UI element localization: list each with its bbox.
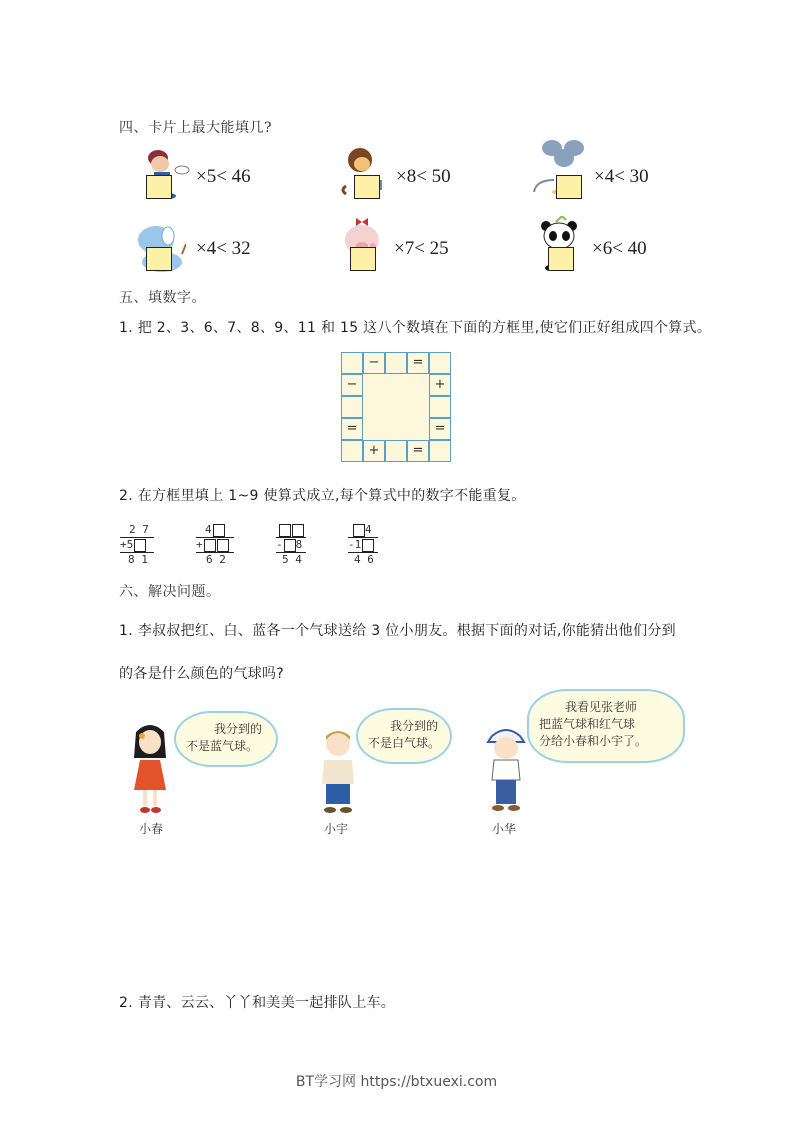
grid-cell[interactable] [385, 352, 407, 374]
digit-box[interactable] [292, 524, 304, 537]
expression: ×8< 50 [396, 166, 451, 187]
grid-operator-minus: − [341, 374, 363, 396]
grid-cell[interactable] [385, 440, 407, 462]
digit-box[interactable] [213, 524, 225, 537]
vertical-calc-3: - 8 5 4 [276, 523, 306, 567]
digit-box[interactable] [134, 539, 146, 552]
card-problem-6 [538, 216, 668, 272]
answer-box[interactable] [548, 247, 574, 271]
grid-operator-minus: − [363, 352, 385, 374]
speech-line: 我看见张老师 [565, 700, 638, 714]
grid-cell[interactable] [341, 440, 363, 462]
answer-box[interactable] [354, 175, 380, 199]
grid-operator-plus: + [429, 374, 451, 396]
grid-operator-equals: = [407, 352, 429, 374]
answer-box[interactable] [350, 247, 376, 271]
grid-cell[interactable] [429, 352, 451, 374]
speech-line: 我分到的 [214, 722, 263, 736]
speech-line: 分给小春和小宇了。 [539, 734, 648, 748]
grid-operator-equals: = [407, 440, 429, 462]
number-frame-grid [341, 352, 451, 462]
speech-bubble-xiaochun [174, 711, 278, 767]
grid-cell[interactable] [341, 352, 363, 374]
question-6-2: 2. 青青、云云、丫丫和美美一起排队上车。 [119, 995, 396, 1011]
question-6-1-line2: 的各是什么颜色的气球吗? [119, 666, 285, 682]
vertical-calc-2: 4 + 6 2 [196, 523, 234, 567]
footer-watermark: BT学习网 https://btxuexi.com [295, 1074, 498, 1090]
expression: ×7< 25 [394, 238, 449, 259]
boy-character-icon [312, 728, 360, 818]
speech-line: 把蓝气球和红气球 [539, 717, 636, 731]
card-problem-3 [530, 140, 670, 196]
digit-box[interactable] [353, 524, 365, 537]
card-problem-5 [340, 218, 470, 274]
expression: ×6< 40 [592, 238, 647, 259]
vertical-calc-4: 4 -1 4 6 [348, 523, 378, 567]
grid-operator-plus: + [363, 440, 385, 462]
expression: ×5< 46 [196, 166, 251, 187]
grid-cell[interactable] [429, 396, 451, 418]
card-problem-1 [140, 146, 270, 202]
girl-character-icon [130, 722, 176, 818]
answer-box[interactable] [556, 175, 582, 199]
digit-box[interactable] [362, 539, 374, 552]
digit-box[interactable] [217, 539, 229, 552]
digit-box[interactable] [279, 524, 291, 537]
section5-heading: 五、填数字。 [119, 290, 206, 306]
grid-cell[interactable] [341, 396, 363, 418]
character-name: 小华 [492, 822, 517, 836]
speech-line: 不是蓝气球。 [186, 739, 259, 753]
vertical-calc-1: 2 7 +5 8 1 [120, 523, 154, 567]
expression: ×4< 30 [594, 166, 649, 187]
grid-cell[interactable] [429, 440, 451, 462]
card-problem-4 [134, 218, 274, 274]
question-5-2: 2. 在方框里填上 1~9 使算式成立,每个算式中的数字不能重复。 [119, 488, 526, 504]
speech-bubble-xiaohua [527, 689, 685, 763]
expression: ×4< 32 [196, 238, 251, 259]
answer-box[interactable] [146, 247, 172, 271]
question-6-1-line1: 1. 李叔叔把红、白、蓝各一个气球送给 3 位小朋友。根据下面的对话,你能猜出他们分到 [119, 623, 676, 639]
digit-box[interactable] [284, 539, 296, 552]
card-problem-2 [338, 146, 468, 202]
section4-heading: 四、卡片上最大能填几? [119, 120, 273, 136]
question-5-1: 1. 把 2、3、6、7、8、9、11 和 15 这八个数填在下面的方框里,使它们正好组成四个算式。 [119, 320, 712, 336]
speech-bubble-xiaoyu [356, 708, 452, 764]
answer-box[interactable] [146, 175, 172, 199]
section6-heading: 六、解决问题。 [119, 584, 221, 600]
character-name: 小宇 [324, 822, 349, 836]
digit-box[interactable] [204, 539, 216, 552]
speech-line: 不是白气球。 [368, 736, 441, 750]
speech-line: 我分到的 [390, 719, 439, 733]
grid-operator-equals: = [429, 418, 451, 440]
grid-operator-equals: = [341, 418, 363, 440]
character-name: 小春 [139, 822, 164, 836]
